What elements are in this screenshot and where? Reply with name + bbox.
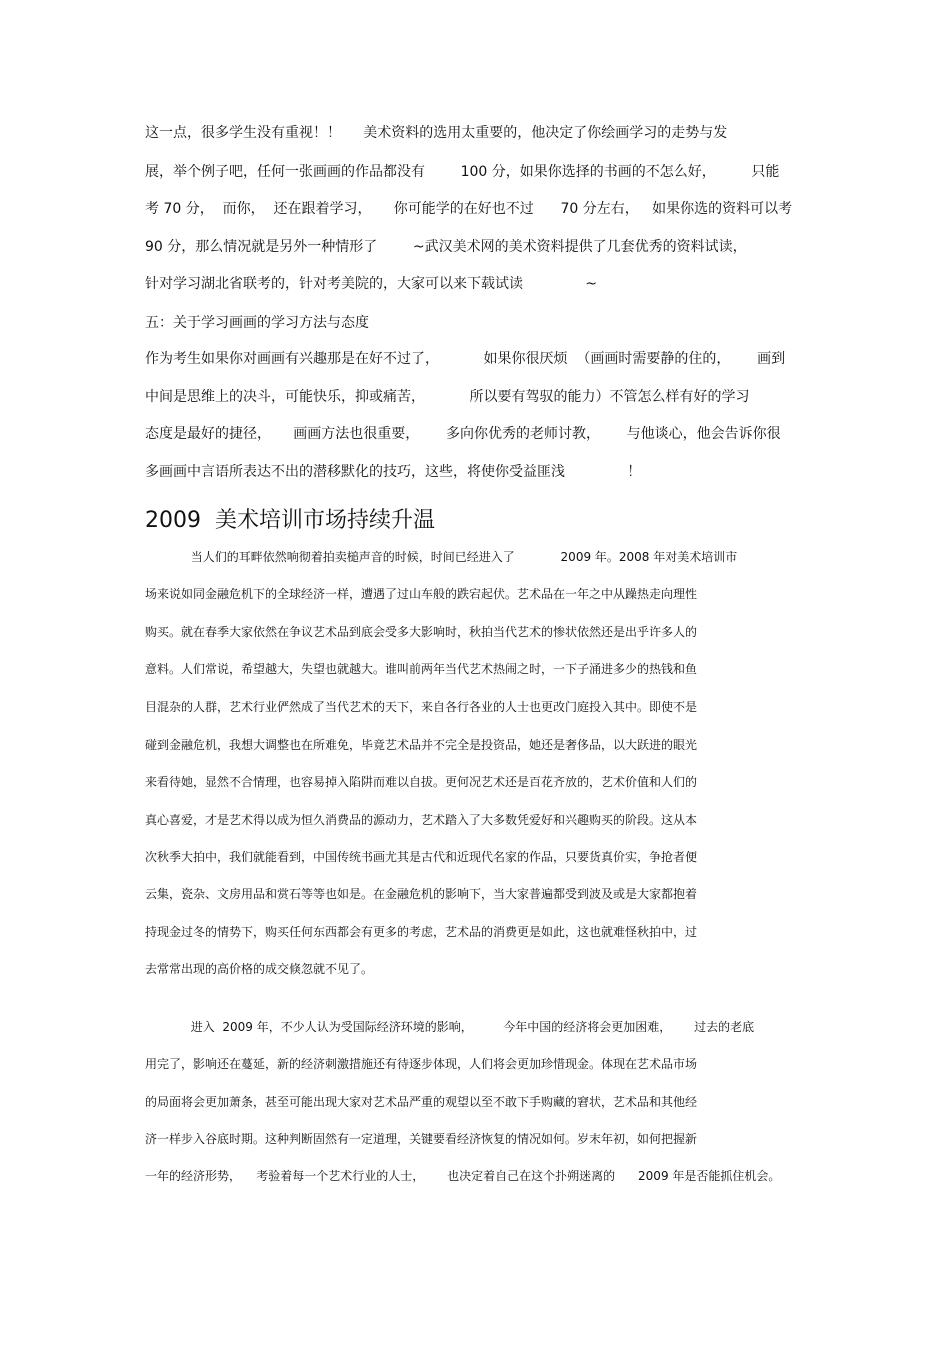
text-line: 的局面将会更加萧条，甚至可能出现大家对艺术品严重的观望以至不敢下手购藏的窘状，艺术品和其他经 xyxy=(145,1095,698,1109)
text-line: 90 分，那么情况就是另外一种情形了 ~武汉美术网的美术资料提供了几套优秀的资料试读， xyxy=(145,239,747,255)
text-line: 济一样步入谷底时期。这种判断固然有一定道理，关键要看经济恢复的情况如何。岁末年初，如何把握新 xyxy=(145,1132,698,1146)
text-line: 展，举个例子吧，任何一张画画的作品都没有 100 分，如果你选择的书画的不怎么好， 只能 xyxy=(145,164,780,180)
text-line: 真心喜爱，才是艺术得以成为恒久消费品的源动力，艺术踏入了大多数凭爱好和兴趣购买的阶段。这从本 xyxy=(145,813,698,827)
text-line: 态度是最好的捷径， 画画方法也很重要， 多向你优秀的老师讨教， 与他谈心，他会告诉你很 xyxy=(145,426,781,442)
text-line: 当人们的耳畔依然响彻着拍卖槌声音的时候，时间已经进入了 2009 年。2008 年对美术培训市 xyxy=(145,550,738,564)
section-title: 五：关于学习画画的学习方法与态度 xyxy=(145,315,369,331)
text-line: 进入 2009 年，不少人认为受国际经济环境的影响， 今年中国的经济将会更加困难， 过去的老底 xyxy=(145,1020,755,1034)
text-line: 次秋季大拍中，我们就能看到，中国传统书画尤其是古代和近现代名家的作品，只要货真价实，争抢者便 xyxy=(145,850,698,864)
text-line: 这一点，很多学生没有重视！！ 美术资料的选用太重要的，他决定了你绘画学习的走势与发 xyxy=(145,125,728,141)
text-line: 目混杂的人群，艺术行业俨然成了当代艺术的天下，来自各行各业的人士也更改门庭投入其中。即使不是 xyxy=(145,700,698,714)
text-line: 意料。人们常说，希望越大，失望也就越大。谁叫前两年当代艺术热闹之时，一下子涌进多少的热钱和鱼 xyxy=(145,662,698,676)
text-line: 持现金过冬的情势下，购买任何东西都会有更多的考虑，艺术品的消费更是如此，这也就难怪秋拍中，过 xyxy=(145,925,698,939)
text-line: 作为考生如果你对画画有兴趣那是在好不过了， 如果你很厌烦 （画画时需要静的住的， 画到 xyxy=(145,351,786,367)
text-line: 多画画中言语所表达不出的潜移默化的技巧，这些，将使你受益匪浅 ！ xyxy=(145,464,642,480)
text-line: 碰到金融危机，我想大调整也在所难免，毕竟艺术品并不完全是投资品，她还是奢侈品，以大跃进的眼光 xyxy=(145,738,698,752)
text-line: 中间是思维上的决斗，可能快乐，抑或痛苦， 所以要有驾驭的能力）不管怎么样有好的学习 xyxy=(145,389,750,405)
text-line: 一年的经济形势， 考验着每一个艺术行业的人士， 也决定着自己在这个扑朔迷离的 2009 年是否能抓住机会。 xyxy=(145,1169,781,1183)
text-line: 来看待她，显然不合情理，也容易掉入陷阱而难以自拔。更何况艺术还是百花齐放的，艺术价值和人们的 xyxy=(145,775,698,789)
text-line: 去常常出现的高价格的成交倏忽就不见了。 xyxy=(145,962,374,976)
text-line: 考 70 分， 而你， 还在跟着学习， 你可能学的在好也不过 70 分左右， 如果你选的资料可以考 xyxy=(145,201,793,217)
text-line: 购买。就在春季大家依然在争议艺术品到底会受多大影响时，秋拍当代艺术的惨状依然还是出乎许多人的 xyxy=(145,625,698,639)
article-heading: 2009 美术培训市场持续升温 xyxy=(145,508,435,533)
text-line: 场来说如同金融危机下的全球经济一样，遭遇了过山车般的跌宕起伏。艺术品在一年之中从躁热走向理性 xyxy=(145,587,698,601)
text-line: 针对学习湖北省联考的，针对考美院的，大家可以来下载试读 ~ xyxy=(145,276,598,292)
text-line: 云集，瓷杂、文房用品和赏石等等也如是。在金融危机的影响下，当大家普遍都受到波及或是大家都抱着 xyxy=(145,887,698,901)
text-line: 用完了，影响还在蔓延，新的经济刺激措施还有待逐步体现，人们将会更加珍惜现金。体现在艺术品市场 xyxy=(145,1057,698,1071)
